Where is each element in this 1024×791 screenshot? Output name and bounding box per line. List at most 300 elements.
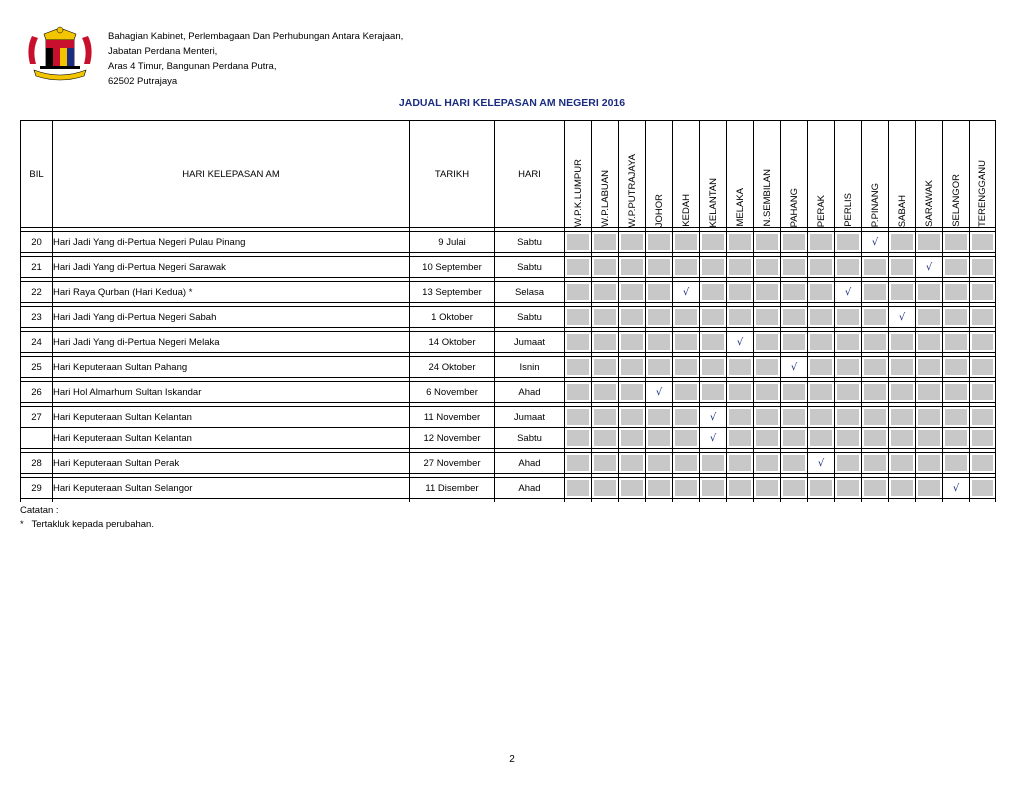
state-cell — [700, 282, 727, 303]
day-cell: Isnin — [495, 357, 565, 378]
state-cell-shaded — [810, 334, 832, 350]
state-cell-shaded — [945, 259, 967, 275]
state-cell — [916, 382, 943, 403]
state-cell — [592, 453, 619, 474]
state-cell — [862, 307, 889, 328]
state-cell-checked — [837, 284, 859, 300]
holiday-name-cell: Hari Jadi Yang di-Pertua Negeri Sarawak — [53, 257, 410, 278]
table-row — [21, 307, 996, 328]
state-cell — [862, 232, 889, 253]
state-cell — [592, 257, 619, 278]
spacer-cell — [862, 499, 889, 503]
state-cell — [646, 453, 673, 474]
state-cell-shaded — [783, 384, 805, 400]
state-cell — [808, 307, 835, 328]
state-cell-shaded — [567, 409, 589, 425]
state-cell — [700, 478, 727, 499]
bil-cell: 21 — [21, 257, 53, 278]
state-cell — [808, 478, 835, 499]
state-cell — [808, 232, 835, 253]
day-cell: Jumaat — [495, 332, 565, 353]
check-mark-icon: √ — [736, 336, 744, 348]
state-cell — [862, 382, 889, 403]
state-cell-shaded — [864, 455, 886, 471]
state-cell-shaded — [945, 309, 967, 325]
state-cell-shaded — [864, 334, 886, 350]
state-cell — [943, 332, 970, 353]
table-row — [21, 282, 996, 303]
state-cell — [943, 428, 970, 449]
state-cell — [619, 478, 646, 499]
state-cell — [673, 307, 700, 328]
state-cell — [970, 282, 996, 303]
state-cell-shaded — [756, 409, 778, 425]
state-cell-shaded — [756, 234, 778, 250]
state-cell-shaded — [972, 234, 993, 250]
state-header-label: SABAH — [896, 194, 908, 227]
state-cell — [889, 232, 916, 253]
state-cell — [646, 428, 673, 449]
spacer-cell — [410, 499, 495, 503]
state-cell — [646, 478, 673, 499]
state-cell — [835, 232, 862, 253]
day-cell: Sabtu — [495, 428, 565, 449]
row-spacer — [21, 499, 996, 503]
state-cell — [781, 453, 808, 474]
state-cell — [943, 382, 970, 403]
state-cell-shaded — [621, 480, 643, 496]
state-cell — [754, 232, 781, 253]
state-cell — [673, 453, 700, 474]
state-cell — [592, 332, 619, 353]
state-header-label: TERENGGANU — [977, 159, 988, 227]
state-cell — [619, 282, 646, 303]
holiday-name-cell: Hari Keputeraan Sultan Selangor — [53, 478, 410, 499]
state-cell-shaded — [837, 409, 859, 425]
day-cell: Sabtu — [495, 257, 565, 278]
state-cell-shaded — [567, 334, 589, 350]
state-cell-shaded — [891, 334, 913, 350]
state-cell — [835, 332, 862, 353]
spacer-cell — [889, 499, 916, 503]
state-cell — [673, 382, 700, 403]
state-cell-shaded — [810, 259, 832, 275]
state-cell — [754, 428, 781, 449]
state-cell-checked — [783, 359, 805, 375]
state-cell — [889, 332, 916, 353]
state-cell — [565, 407, 592, 428]
state-cell-shaded — [729, 234, 751, 250]
check-mark-icon: √ — [817, 457, 825, 469]
state-cell-shaded — [648, 409, 670, 425]
state-header — [781, 121, 808, 228]
state-cell-shaded — [945, 455, 967, 471]
state-cell-shaded — [945, 359, 967, 375]
state-cell — [943, 257, 970, 278]
check-mark-icon: √ — [709, 432, 717, 444]
state-cell — [754, 407, 781, 428]
state-cell-shaded — [675, 480, 697, 496]
state-cell — [970, 232, 996, 253]
state-cell-shaded — [810, 409, 832, 425]
state-cell-shaded — [972, 384, 993, 400]
state-cell — [646, 257, 673, 278]
state-cell-shaded — [756, 334, 778, 350]
holiday-name-cell: Hari Jadi Yang di-Pertua Negeri Sabah — [53, 307, 410, 328]
state-cell-shaded — [648, 309, 670, 325]
state-cell-shaded — [972, 259, 993, 275]
state-cell — [673, 232, 700, 253]
state-cell-shaded — [864, 480, 886, 496]
state-cell-shaded — [918, 334, 940, 350]
date-cell: 6 November — [410, 382, 495, 403]
state-cell — [916, 407, 943, 428]
state-cell-shaded — [594, 409, 616, 425]
state-cell — [673, 332, 700, 353]
bil-cell: 20 — [21, 232, 53, 253]
state-cell-shaded — [918, 284, 940, 300]
table-row — [21, 453, 996, 474]
state-cell — [808, 282, 835, 303]
state-cell — [646, 407, 673, 428]
state-cell — [889, 453, 916, 474]
state-cell-shaded — [837, 234, 859, 250]
state-cell-shaded — [567, 480, 589, 496]
state-cell-shaded — [837, 259, 859, 275]
state-cell-shaded — [918, 455, 940, 471]
state-cell-shaded — [702, 384, 724, 400]
state-cell — [835, 428, 862, 449]
state-cell-shaded — [648, 334, 670, 350]
state-cell-shaded — [837, 384, 859, 400]
state-cell — [862, 428, 889, 449]
state-cell-checked — [648, 384, 670, 400]
spacer-cell — [619, 499, 646, 503]
state-cell-shaded — [945, 334, 967, 350]
date-cell: 10 September — [410, 257, 495, 278]
letterhead-line: 62502 Putrajaya — [108, 76, 178, 87]
malaysia-coat-of-arms-logo — [20, 24, 100, 88]
state-cell — [835, 357, 862, 378]
state-cell-shaded — [675, 430, 697, 446]
header-row — [21, 121, 996, 228]
spacer-cell — [781, 499, 808, 503]
check-mark-icon: √ — [790, 361, 798, 373]
state-cell — [781, 382, 808, 403]
state-cell — [619, 357, 646, 378]
check-mark-icon: √ — [871, 236, 879, 248]
state-cell-shaded — [918, 359, 940, 375]
state-cell-shaded — [756, 455, 778, 471]
state-cell-shaded — [702, 334, 724, 350]
state-cell — [619, 307, 646, 328]
state-header — [646, 121, 673, 228]
state-cell-shaded — [756, 309, 778, 325]
state-cell-shaded — [648, 359, 670, 375]
state-header-label: SARAWAK — [923, 180, 935, 227]
state-cell — [970, 382, 996, 403]
state-cell — [862, 407, 889, 428]
state-cell-shaded — [621, 309, 643, 325]
state-cell-shaded — [918, 409, 940, 425]
state-cell — [835, 307, 862, 328]
state-cell-shaded — [621, 409, 643, 425]
state-cell — [565, 257, 592, 278]
spacer-cell — [700, 499, 727, 503]
state-cell-shaded — [972, 409, 993, 425]
state-cell-shaded — [918, 309, 940, 325]
state-header — [565, 121, 592, 228]
state-cell — [970, 357, 996, 378]
state-cell — [700, 407, 727, 428]
spacer-cell — [646, 499, 673, 503]
bil-cell: 22 — [21, 282, 53, 303]
state-cell — [862, 453, 889, 474]
state-cell — [889, 478, 916, 499]
state-cell — [727, 382, 754, 403]
state-cell — [808, 382, 835, 403]
state-cell-shaded — [594, 284, 616, 300]
state-cell-shaded — [756, 259, 778, 275]
state-cell-shaded — [729, 309, 751, 325]
bil-cell: 27 — [21, 407, 53, 428]
state-cell-checked — [702, 409, 724, 425]
state-cell-shaded — [594, 334, 616, 350]
state-cell — [565, 332, 592, 353]
state-cell — [835, 257, 862, 278]
state-cell-shaded — [972, 309, 993, 325]
spacer-cell — [592, 499, 619, 503]
check-mark-icon: √ — [655, 386, 663, 398]
state-cell — [754, 382, 781, 403]
state-cell-shaded — [729, 259, 751, 275]
state-cell-shaded — [918, 384, 940, 400]
state-cell-shaded — [972, 284, 993, 300]
state-cell-shaded — [702, 284, 724, 300]
table-row — [21, 478, 996, 499]
table-row — [21, 232, 996, 253]
state-cell-checked — [945, 480, 967, 496]
state-cell — [592, 232, 619, 253]
state-cell-checked — [675, 284, 697, 300]
state-cell-shaded — [891, 480, 913, 496]
spacer-cell — [835, 499, 862, 503]
state-cell — [889, 357, 916, 378]
spacer-cell — [943, 499, 970, 503]
state-header — [727, 121, 754, 228]
state-cell — [592, 407, 619, 428]
state-cell-shaded — [675, 309, 697, 325]
state-cell-shaded — [675, 234, 697, 250]
state-header — [808, 121, 835, 228]
state-header-label: MELAKA — [734, 188, 746, 227]
state-cell-shaded — [567, 309, 589, 325]
state-cell-shaded — [702, 480, 724, 496]
state-cell-shaded — [756, 359, 778, 375]
state-cell-shaded — [891, 259, 913, 275]
letterhead-line: Jabatan Perdana Menteri, — [108, 46, 218, 57]
bil-cell: 23 — [21, 307, 53, 328]
state-cell — [592, 357, 619, 378]
state-header-label: P.PINANG — [869, 182, 881, 227]
state-cell-shaded — [621, 334, 643, 350]
holiday-name-cell: Hari Jadi Yang di-Pertua Negeri Melaka — [53, 332, 410, 353]
state-cell-shaded — [648, 234, 670, 250]
state-header-label: PAHANG — [788, 187, 800, 227]
table-row — [21, 357, 996, 378]
state-cell — [700, 232, 727, 253]
state-cell-shaded — [864, 284, 886, 300]
check-mark-icon: √ — [844, 286, 852, 298]
state-cell — [970, 257, 996, 278]
date-cell: 11 November — [410, 407, 495, 428]
state-cell — [646, 307, 673, 328]
bil-cell: 29 — [21, 478, 53, 499]
state-cell-shaded — [594, 455, 616, 471]
state-cell — [673, 428, 700, 449]
state-cell — [835, 478, 862, 499]
state-cell-shaded — [783, 259, 805, 275]
state-cell — [727, 307, 754, 328]
state-cell — [565, 282, 592, 303]
state-cell-shaded — [945, 284, 967, 300]
state-cell-shaded — [783, 455, 805, 471]
state-cell — [619, 232, 646, 253]
state-cell — [754, 257, 781, 278]
state-cell-shaded — [567, 259, 589, 275]
spacer-cell — [754, 499, 781, 503]
state-cell-shaded — [864, 430, 886, 446]
state-cell — [916, 453, 943, 474]
state-cell — [781, 407, 808, 428]
date-cell: 13 September — [410, 282, 495, 303]
state-cell-shaded — [594, 480, 616, 496]
state-cell-shaded — [756, 384, 778, 400]
state-cell — [862, 357, 889, 378]
state-cell — [781, 357, 808, 378]
state-cell-shaded — [891, 430, 913, 446]
date-cell: 9 Julai — [410, 232, 495, 253]
state-cell — [835, 282, 862, 303]
state-cell-shaded — [918, 430, 940, 446]
state-cell-shaded — [972, 480, 993, 496]
day-cell: Jumaat — [495, 407, 565, 428]
check-mark-icon: √ — [952, 482, 960, 494]
state-cell-shaded — [918, 480, 940, 496]
state-cell-checked — [891, 309, 913, 325]
state-cell-shaded — [729, 430, 751, 446]
state-cell — [916, 428, 943, 449]
state-header — [754, 121, 781, 228]
state-cell-shaded — [567, 359, 589, 375]
state-cell — [592, 307, 619, 328]
state-cell-shaded — [702, 309, 724, 325]
state-header-label: W.P.LABUAN — [599, 170, 611, 227]
state-cell — [916, 307, 943, 328]
state-cell — [835, 407, 862, 428]
check-mark-icon: √ — [682, 286, 690, 298]
state-cell — [592, 478, 619, 499]
state-cell-shaded — [594, 234, 616, 250]
state-cell — [619, 407, 646, 428]
day-cell: Ahad — [495, 478, 565, 499]
state-cell — [754, 332, 781, 353]
state-cell-shaded — [594, 259, 616, 275]
date-cell: 12 November — [410, 428, 495, 449]
table-row — [21, 428, 996, 449]
state-cell — [862, 282, 889, 303]
state-cell-shaded — [810, 384, 832, 400]
state-header-label: PERLIS — [842, 193, 854, 227]
date-cell: 14 Oktober — [410, 332, 495, 353]
state-cell — [943, 232, 970, 253]
state-cell — [943, 357, 970, 378]
state-cell-shaded — [621, 284, 643, 300]
bil-cell: 28 — [21, 453, 53, 474]
state-cell — [808, 357, 835, 378]
state-cell — [862, 332, 889, 353]
state-cell-shaded — [675, 409, 697, 425]
state-cell — [727, 357, 754, 378]
state-cell — [646, 332, 673, 353]
state-cell-shaded — [945, 384, 967, 400]
state-cell — [646, 357, 673, 378]
state-cell — [970, 407, 996, 428]
state-header-label: W.P.PUTRAJAYA — [626, 153, 638, 227]
state-cell-shaded — [567, 384, 589, 400]
state-cell — [619, 332, 646, 353]
holiday-name-cell: Hari Keputeraan Sultan Perak — [53, 453, 410, 474]
state-cell — [673, 407, 700, 428]
state-cell — [673, 357, 700, 378]
state-cell — [619, 382, 646, 403]
state-cell — [754, 282, 781, 303]
state-cell-shaded — [918, 234, 940, 250]
state-cell — [646, 382, 673, 403]
state-cell-shaded — [594, 359, 616, 375]
state-cell-shaded — [972, 334, 993, 350]
state-cell-shaded — [648, 455, 670, 471]
state-cell — [835, 382, 862, 403]
state-cell — [565, 428, 592, 449]
table-row — [21, 382, 996, 403]
notes — [20, 504, 154, 532]
state-header-label: W.P.K.LUMPUR — [572, 159, 584, 227]
state-cell-shaded — [702, 455, 724, 471]
state-cell — [754, 307, 781, 328]
state-header — [862, 121, 889, 228]
state-header-label: KELANTAN — [707, 177, 719, 227]
state-cell-shaded — [972, 455, 993, 471]
state-cell — [700, 453, 727, 474]
holiday-name-cell: Hari Keputeraan Sultan Kelantan — [53, 407, 410, 428]
state-header-label: PERAK — [815, 194, 827, 227]
state-cell-shaded — [729, 455, 751, 471]
state-cell — [673, 282, 700, 303]
state-cell-shaded — [594, 430, 616, 446]
state-cell — [916, 357, 943, 378]
state-cell-shaded — [864, 259, 886, 275]
state-cell-shaded — [864, 309, 886, 325]
state-header — [835, 121, 862, 228]
check-mark-icon: √ — [925, 261, 933, 273]
state-cell — [565, 357, 592, 378]
spacer-cell — [808, 499, 835, 503]
state-cell-shaded — [675, 259, 697, 275]
state-cell-shaded — [729, 409, 751, 425]
state-cell-shaded — [837, 455, 859, 471]
state-cell — [808, 428, 835, 449]
